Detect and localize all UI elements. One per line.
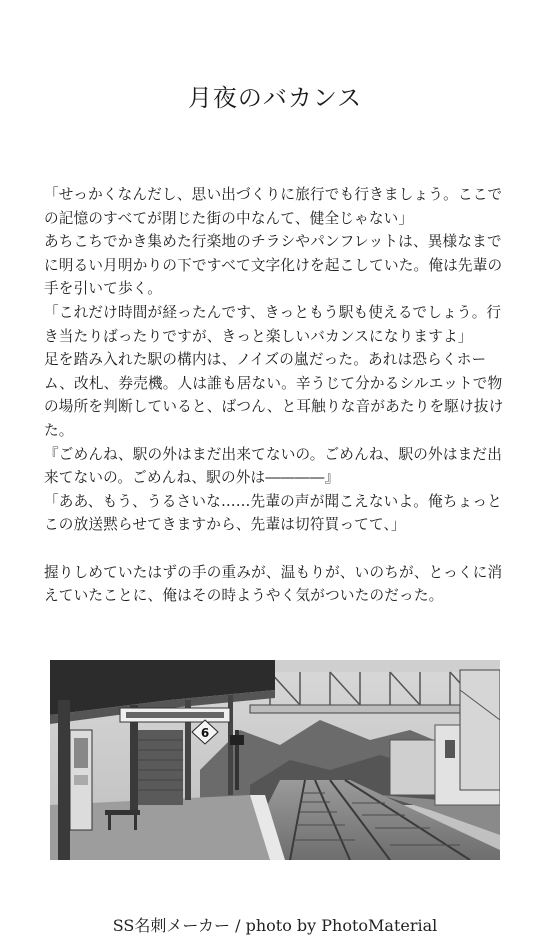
- train-station-photo: [50, 660, 500, 860]
- story-paragraph: 『ごめんね、駅の外はまだ出来てないの。ごめんね、駅の外はまだ出来てないの。ごめんね、駅の外は――――』: [44, 445, 503, 487]
- story-paragraph: 「ああ、もう、うるさいな……先輩の声が聞こえないよ。俺ちょっとこの放送黙らせてきますから、先輩は切符買ってて、」: [44, 492, 503, 534]
- story-body: [44, 183, 514, 608]
- story-paragraph: 「これだけ時間が経ったんです、きっともう駅も使えるでしょう。行き当たりばったりですが、きっと楽しいバカンスになりますよ」: [44, 303, 502, 345]
- story-paragraph: あちこちでかき集めた行楽地のチラシやパンフレットは、異様なまでに明るい月明かりの下ですべて文字化けを起こしていた。俺は先輩の手を引いて歩く。: [44, 233, 503, 298]
- story-paragraph: 握りしめていたはずの手の重みが、温もりが、いのちが、とっくに消えていたことに、俺はその時ようやく気がついたのだった。: [44, 563, 503, 605]
- story-paragraph: 足を踏み入れた駅の構内は、ノイズの嵐だった。あれは恐らくホーム、改札、券売機。人は誰も居ない。辛うじて分かるシルエットで物の場所を判断していると、ばつん、と耳触りな音があたりを駆け抜けた。: [44, 351, 504, 439]
- story-paragraph: 「せっかくなんだし、思い出づくりに旅行でも行きましょう。ここでの記憶のすべてが閉じた街の中なんて、健全じゃない」: [44, 186, 503, 227]
- page-title: 月夜のバカンス: [187, 84, 363, 112]
- paragraph-spacer: [44, 537, 514, 561]
- photo-credit: SS名刺メーカー / photo by PhotoMaterial: [112, 916, 438, 935]
- platform-number-sign: 6: [200, 726, 210, 740]
